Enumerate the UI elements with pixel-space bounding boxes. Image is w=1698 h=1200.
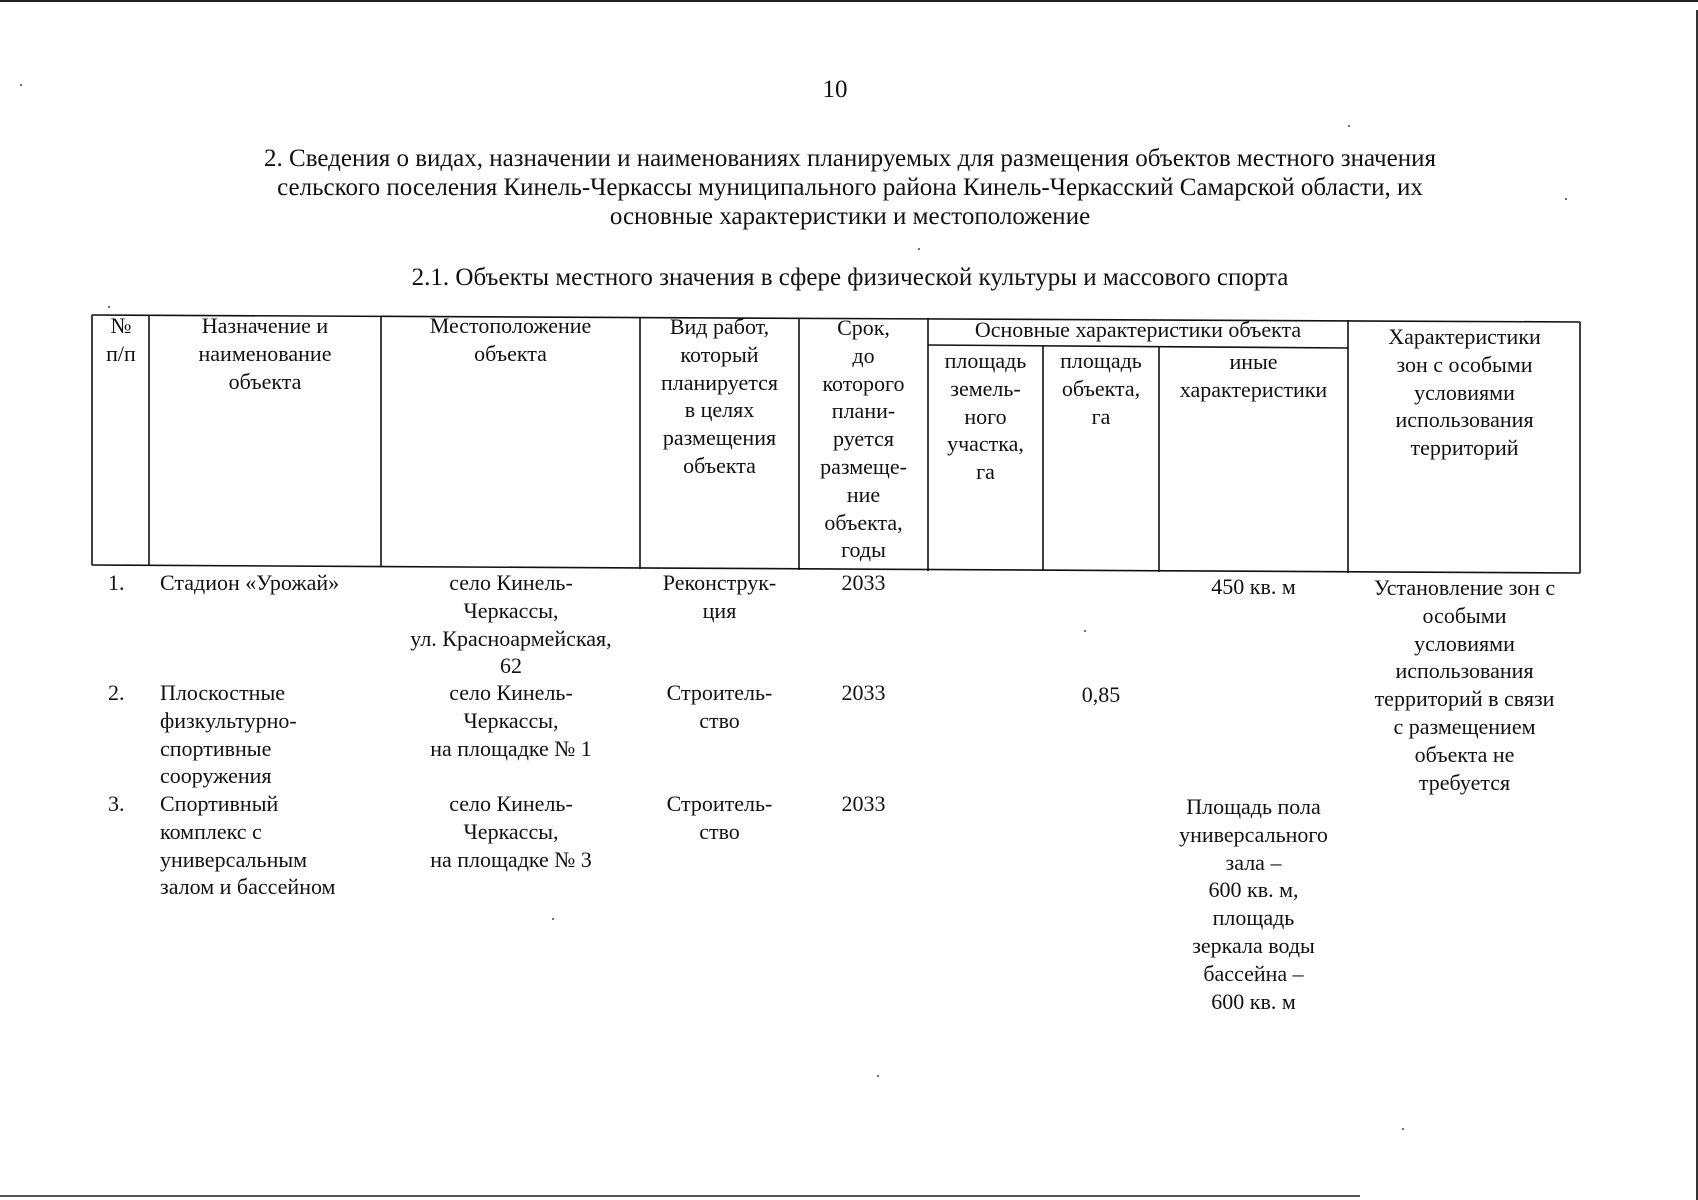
row-1-work-type: Реконструк- ция	[662, 570, 777, 623]
header-object-area: площадь объекта, га	[1060, 348, 1142, 429]
row-2-object-area: 0,85	[1081, 682, 1121, 707]
section-heading: 2. Сведения о видах, назначении и наименованиях планируемых для размещения объектов местного значения сельского поселения Кинель-Черкассы муниципального района Кинель-Черкасский Самарской области, их основные характеристики и местоположение	[264, 145, 1436, 230]
zones-merged-cell: Установление зон с особыми условиями использования территорий в связи с размещением объекта не требуется	[1373, 575, 1556, 795]
header-main-characteristics: Основные характеристики объекта	[974, 317, 1302, 342]
header-work-type: Вид работ, который планируется в целях размещения объекта	[660, 314, 778, 478]
scan-speck	[1084, 630, 1086, 632]
header-term: Срок, до которого плани- руется размеще- ние объекта, годы	[820, 315, 907, 563]
scan-speck	[918, 248, 920, 250]
scan-edge-top	[0, 0, 1698, 2]
row-3-work-type: Строитель- ство	[666, 791, 773, 844]
row-3-other-characteristics: Площадь пола универсального зала – 600 кв. м, площадь зеркала воды бассейна – 600 кв. м	[1179, 794, 1328, 1014]
row-1-term: 2033	[841, 570, 886, 595]
row-2-number: 2.	[108, 680, 125, 705]
header-other-characteristics: иные характеристики	[1179, 349, 1328, 402]
scan-speck	[877, 1075, 879, 1077]
row-3-term: 2033	[841, 791, 886, 816]
row-3-number: 3.	[108, 791, 125, 816]
header-location: Местоположение объекта	[429, 313, 592, 366]
row-1-number: 1.	[108, 570, 125, 595]
subsection-heading: 2.1. Объекты местного значения в сфере физической культуры и массового спорта	[411, 264, 1289, 291]
row-1-name: Стадион «Урожай»	[160, 570, 340, 595]
row-1-location: село Кинель- Черкассы, ул. Красноармейская, 62	[410, 570, 612, 679]
scan-speck	[20, 84, 22, 86]
header-zones: Характеристики зон с особыми условиями использования территорий	[1388, 324, 1541, 461]
scan-speck	[1348, 125, 1350, 127]
row-2-name: Плоскостные физкультурно- спортивные сооружения	[160, 680, 297, 789]
row-2-work-type: Строитель- ство	[666, 680, 773, 733]
scan-speck	[1565, 198, 1567, 200]
row-3-name: Спортивный комплекс с универсальным залом и бассейном	[160, 791, 336, 900]
scan-speck	[108, 306, 110, 308]
row-2-location: село Кинель- Черкассы, на площадке № 1	[430, 680, 592, 761]
header-name: Назначение и наименование объекта	[198, 313, 332, 394]
page-number: 10	[822, 76, 848, 103]
scan-speck	[1402, 1128, 1404, 1130]
header-number: № п/п	[106, 313, 136, 366]
row-1-other-characteristics: 450 кв. м	[1211, 574, 1296, 599]
row-3-location: село Кинель- Черкассы, на площадке № 3	[430, 791, 592, 872]
scan-edge-bottom	[0, 1195, 1360, 1197]
scan-speck	[552, 918, 554, 920]
header-land-area: площадь земель- ного участка, га	[944, 348, 1027, 485]
row-2-term: 2033	[841, 680, 886, 705]
